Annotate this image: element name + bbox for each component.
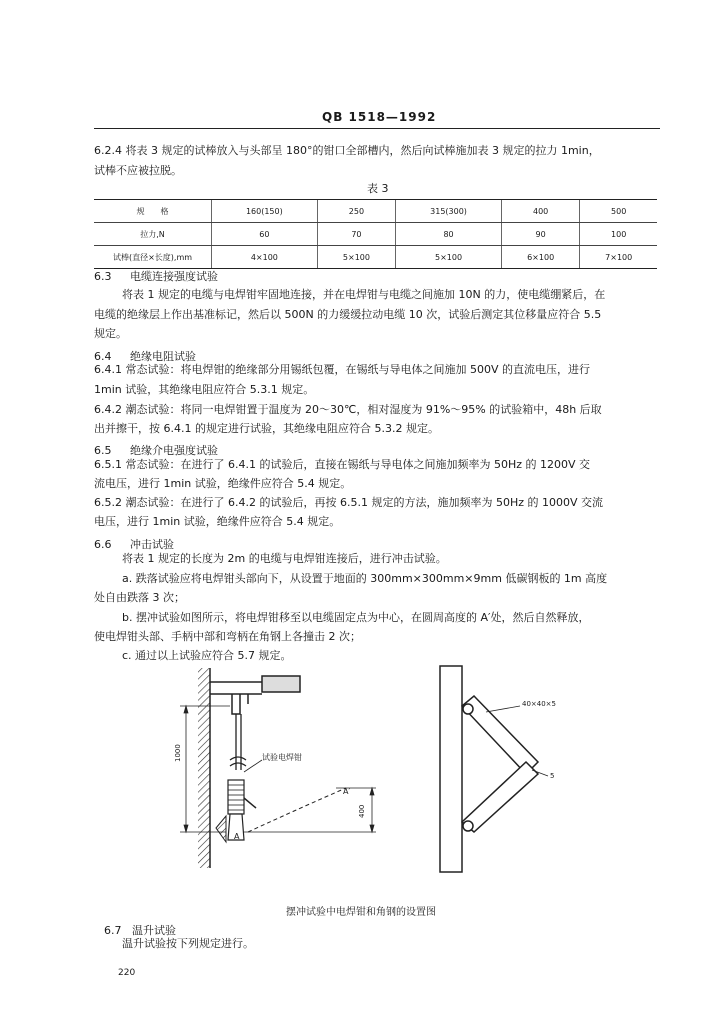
section-number: 6.7	[104, 924, 122, 937]
clamp-label: 试验电焊钳	[262, 753, 302, 762]
section-number: 6.4	[94, 350, 112, 363]
swing-arc	[248, 788, 346, 832]
steel-post	[440, 666, 462, 872]
table-cell: 160(150)	[212, 200, 318, 223]
dimension-400-label: 400	[358, 804, 366, 818]
table-cell: 规 格	[94, 200, 212, 223]
table-cell: 5×100	[396, 246, 502, 269]
table-cell: 5×100	[317, 246, 396, 269]
figure-caption: 摆冲试验中电焊钳和角钢的设置图	[286, 907, 436, 918]
table-cell: 70	[317, 223, 396, 246]
section-6-6-intro: 将表 1 规定的长度为 2m 的电缆与电焊钳连接后，进行冲击试验。	[122, 552, 447, 565]
section-title: 绝缘介电强度试验	[130, 444, 218, 457]
section-6-5-1-line1: 6.5.1 常态试验：在进行了 6.4.1 的试验后，直接在锡纸与导电体之间施加频率为 50Hz 的 1200V 交	[94, 458, 591, 471]
section-6-5-1-line2: 流电压，进行 1min 试验，绝缘件应符合 5.4 规定。	[94, 477, 352, 490]
section-6-6-item-b-line1: b. 摆冲试验如图所示，将电焊钳移至以电缆固定点为中心，在圆周高度的 A′处，然后自然释放，	[122, 611, 590, 624]
section-6-4-2-line2: 出并擦干，按 6.4.1 的规定进行试验，其绝缘电阻应符合 5.3.2 规定。	[94, 422, 439, 435]
clamp-leader-line	[244, 760, 262, 772]
section-6-3-line3: 规定。	[94, 327, 127, 340]
table-cell: 试棒(直径×长度),mm	[94, 246, 212, 269]
section-6-4-1-line2: 1min 试验，其绝缘电阻应符合 5.3.1 规定。	[94, 383, 315, 396]
section-number: 6.5	[94, 444, 112, 457]
table-cell: 60	[212, 223, 318, 246]
table3-title: 表 3	[367, 182, 389, 195]
angle-steel	[462, 696, 538, 832]
table-cell: 315(300)	[396, 200, 502, 223]
table-cell: 4×100	[212, 246, 318, 269]
section-6-5-2-line2: 电压，进行 1min 试验，绝缘件应符合 5.4 规定。	[94, 515, 341, 528]
standard-number-header: QB 1518—1992	[322, 110, 437, 124]
point-a-label: A	[234, 832, 240, 841]
section-6-4-2-line1: 6.4.2 潮态试验：将同一电焊钳置于温度为 20～30℃，相对湿度为 91%～95% 的试验箱中，48h 后取	[94, 403, 602, 416]
section-6-4-1-line1: 6.4.1 常态试验：将电焊钳的绝缘部分用锡纸包覆，在锡纸与导电体之间施加 500V 的直流电压，进行	[94, 363, 590, 376]
section-6-6-item-b-line2: 使电焊钳头部、手柄中部和弯柄在角钢上各撞击 2 次；	[94, 630, 361, 643]
section-title: 电缆连接强度试验	[130, 270, 218, 283]
section-number: 6.3	[94, 270, 112, 283]
table-cell: 90	[501, 223, 580, 246]
section-6-6-item-a-line2: 处自由跌落 3 次；	[94, 591, 185, 604]
table-cell: 400	[501, 200, 580, 223]
table-cell: 7×100	[580, 246, 657, 269]
section-title: 冲击试验	[130, 538, 174, 551]
point-a-prime-label: A′	[343, 787, 351, 796]
page-number: 220	[118, 968, 136, 978]
section-6-6-item-c: c. 通过以上试验应符合 5.7 规定。	[122, 649, 292, 662]
section-6-6-item-a-line1: a. 跌落试验应将电焊钳头部向下，从设置于地面的 300mm×300mm×9mm 低碳钢板的 1m 高度	[122, 572, 608, 585]
clause-6-2-4-line1: 6.2.4 将表 3 规定的试棒放入与头部呈 180°的钳口全部槽内，然后向试棒施加表 3 规定的拉力 1min，	[94, 144, 600, 157]
table-cell: 80	[396, 223, 502, 246]
clause-6-2-4-line2: 试棒不应被拉脱。	[94, 164, 182, 177]
angle-thickness-label: 5	[550, 772, 555, 780]
section-6-3-line2: 电缆的绝缘层上作出基准标记，然后以 500N 的力缓缓拉动电缆 10 次，试验后测定其位移量应符合 5.5	[94, 308, 602, 321]
table-cell: 250	[317, 200, 396, 223]
section-number: 6.6	[94, 538, 112, 551]
dimension-1000-label: 1000	[174, 744, 182, 762]
table-cell: 拉力,N	[94, 223, 212, 246]
cable-support-bracket	[210, 676, 300, 714]
angle-spec-leader	[486, 706, 520, 712]
dimension-400	[244, 788, 376, 832]
section-title: 绝缘电阻试验	[130, 350, 196, 363]
section-title: 温升试验	[132, 924, 176, 937]
table-cell: 100	[580, 223, 657, 246]
table-cell: 500	[580, 200, 657, 223]
section-6-7-line1: 温升试验按下列规定进行。	[122, 937, 254, 950]
cable	[230, 714, 246, 770]
section-6-3-line1: 将表 1 规定的电缆与电焊钳牢固地连接，并在电焊钳与电缆之间施加 10N 的力，使电缆绷紧后，在	[122, 288, 606, 301]
wall	[198, 668, 210, 868]
angle-spec-label: 40×40×5	[522, 700, 556, 708]
table-cell: 6×100	[501, 246, 580, 269]
section-6-5-2-line1: 6.5.2 潮态试验：在进行了 6.4.2 的试验后，再按 6.5.1 规定的方法，施加频率为 50Hz 的 1000V 交流	[94, 496, 603, 509]
